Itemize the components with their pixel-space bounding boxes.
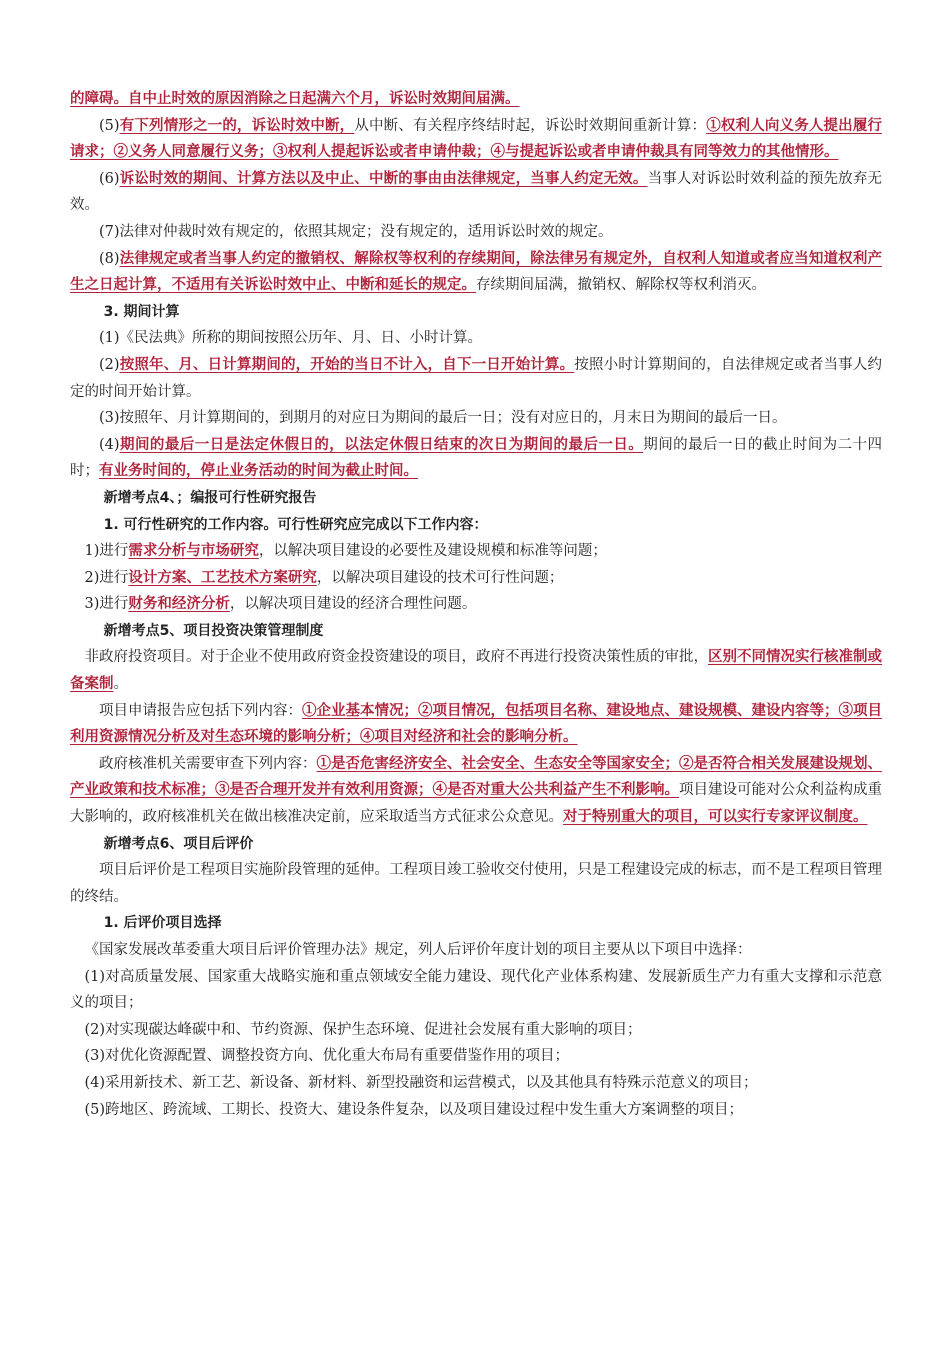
- subheading-project-selection: 1. 后评价项目选择: [103, 915, 222, 932]
- highlight-text: 的障碍。自中止时效的原因消除之日起满六个月，诉讼时效期间届满。: [70, 90, 520, 107]
- list-item-new-technology: [70, 1070, 882, 1097]
- paragraph-text: 项目建设可能对公众利益构成重大影响的，政府核准机关在做出核准决定前，应采取适当方式征求公众意见。: [70, 782, 882, 826]
- list-item-high-quality-development: [70, 964, 882, 1017]
- section-heading-period-calculation: 3. 期间计算: [103, 303, 180, 320]
- highlight-text: 对于特别重大的项目，可以实行专家评议制度。: [563, 808, 868, 826]
- paragraph-limitation-suspension-end: [70, 86, 882, 113]
- paragraph-text: ，以解决项目建设的必要性及建设规模和标准等问题；: [258, 543, 607, 560]
- paragraph-text: 按照小时计算期间的，自法律规定或者当事人约定的时间开始计算。: [70, 356, 882, 400]
- list-item-resource-allocation: [70, 1043, 882, 1070]
- paragraph-approval-review: [70, 751, 882, 831]
- paragraph-text: (6): [99, 170, 120, 187]
- paragraph-text: ，以解决项目建设的技术可行性问题；: [316, 569, 564, 586]
- paragraph-text: 当事人对诉讼时效利益的预先放弃无效。: [70, 170, 882, 214]
- paragraph-text: 非政府投资项目。对于企业不使用政府资金投资建设的项目，政府不再进行投资决策性质的审批，: [84, 649, 708, 666]
- paragraph-text: 1)进行: [84, 543, 129, 560]
- list-item-cross-region: [70, 1097, 882, 1124]
- paragraph-text: 3)进行: [84, 596, 129, 613]
- section-heading-post-evaluation: 新增考点6、项目后评价: [103, 835, 254, 852]
- highlight-text: 设计方案、工艺技术方案研究: [128, 568, 317, 586]
- paragraph-text: 从中断、有关程序终结时起，诉讼时效期间重新计算：: [354, 117, 707, 134]
- paragraph-text: (4): [99, 436, 120, 453]
- paragraph-text: (5)跨地区、跨流域、工期长、投资大、建设条件复杂，以及项目建设过程中发生重大方案调整的项目；: [84, 1101, 744, 1118]
- paragraph-text: (4)采用新技术、新工艺、新设备、新材料、新型投融资和运营模式，以及其他具有特殊示范意义的项目；: [84, 1074, 758, 1091]
- paragraph-period-basis: [70, 325, 882, 352]
- paragraph-text: 。: [113, 676, 128, 693]
- paragraph-holiday-rule: [70, 432, 882, 485]
- paragraph-text: (1)《民法典》所称的期间按照公历年、月、日、小时计算。: [99, 330, 483, 347]
- paragraph-period-start: [70, 352, 882, 405]
- highlight-text: 区别不同情况实行核准制或备案制: [70, 648, 882, 693]
- paragraph-text: 期间的最后一日的截止时间为二十四时；: [70, 436, 882, 480]
- highlight-text: 有下列情形之一的，诉讼时效中断，: [119, 116, 355, 134]
- paragraph-text: (2)对实现碳达峰碳中和、节约资源、保护生态环境、促进社会发展有重大影响的项目；: [84, 1021, 642, 1038]
- paragraph-limitation-statutory: [70, 166, 882, 219]
- paragraph-application-report: [70, 698, 882, 751]
- highlight-text: 按照年、月、日计算期间的，开始的当日不计入，自下一日开始计算。: [119, 355, 575, 373]
- section-heading-feasibility-report: 新增考点4、；编报可行性研究报告: [103, 489, 317, 506]
- paragraph-text: 2)进行: [84, 569, 129, 586]
- highlight-text: 诉讼时效的期间、计算方法以及中止、中断的事由由法律规定，当事人约定无效。: [119, 169, 648, 187]
- paragraph-text: (3)对优化资源配置、调整投资方向、优化重大布局有重要借鉴作用的项目；: [84, 1048, 570, 1065]
- paragraph-text: 政府核准机关需要审查下列内容：: [99, 755, 317, 772]
- paragraph-text: (1)对高质量发展、国家重大战略实施和重点领域安全能力建设、现代化产业体系构建、发展新质生产力有重大支撑和示范意义的项目；: [70, 968, 882, 1012]
- highlight-text: ①是否危害经济安全、社会安全、生态安全等国家安全；②是否符合相关发展建设规划、产业政策和技术标准；③是否合理开发并有效利用资源；④是否对重大公共利益产生不利影响。: [70, 754, 882, 799]
- paragraph-text: (5): [99, 117, 120, 134]
- highlight-text: 需求分析与市场研究: [128, 542, 259, 560]
- paragraph-arbitration-limitation: [70, 219, 882, 246]
- paragraph-text: (8): [99, 250, 120, 267]
- paragraph-text: ，以解决项目建设的经济合理性问题。: [229, 596, 477, 613]
- highlight-text: ①权利人向义务人提出履行请求；②义务人同意履行义务；③权利人提起诉讼或者申请仲裁；④与提起诉讼或者申请仲裁具有同等效力的其他情形。: [70, 116, 883, 161]
- paragraph-text: 项目后评价是工程项目实施阶段管理的延伸。工程项目竣工验收交付使用，只是工程建设完成的标志，而不是工程项目管理的终结。: [70, 862, 882, 905]
- paragraph-text: 《国家发展改革委重大项目后评价管理办法》规定，列人后评价年度计划的项目主要从以下项目中选择：: [84, 942, 752, 958]
- highlight-text: 有业务时间的，停止业务活动的时间为截止时间。: [99, 462, 418, 480]
- paragraph-limitation-interruption: [70, 113, 882, 166]
- list-item-design-scheme: [70, 565, 882, 592]
- document-page: [70, 86, 882, 1123]
- highlight-text: 期间的最后一日是法定休假日的，以法定休假日结束的次日为期间的最后一日。: [119, 435, 644, 453]
- paragraph-text: 项目申请报告应包括下列内容：: [99, 702, 302, 719]
- paragraph-text: (7)法律对仲裁时效有规定的，依照其规定；没有规定的，适用诉讼时效的规定。: [99, 223, 613, 240]
- paragraph-selection-rule: [70, 937, 882, 964]
- section-heading-investment-decision: 新增考点5、项目投资决策管理制度: [103, 622, 324, 639]
- list-item-financial-analysis: [70, 591, 882, 618]
- paragraph-text: 存续期间届满，撤销权、解除权等权利消灭。: [476, 277, 766, 294]
- paragraph-post-evaluation-intro: [70, 857, 882, 910]
- subheading-feasibility-content: 1. 可行性研究的工作内容。可行性研究应完成以下工作内容：: [103, 516, 488, 533]
- paragraph-non-government-investment: [70, 644, 882, 697]
- list-item-demand-analysis: [70, 538, 882, 565]
- highlight-text: 财务和经济分析: [128, 595, 230, 613]
- paragraph-text: (2): [99, 356, 120, 373]
- highlight-text: ①企业基本情况；②项目情况，包括项目名称、建设地点、建设规模、建设内容等；③项目利用资源情况分析及对生态环境的影响分析；④项目对经济和社会的影响分析。: [70, 701, 882, 746]
- paragraph-period-last-day: [70, 405, 882, 432]
- paragraph-text: (3)按照年、月计算期间的，到期月的对应日为期间的最后一日；没有对应日的，月末日为期间的最后一日。: [99, 410, 787, 427]
- highlight-text: 法律规定或者当事人约定的撤销权、解除权等权利的存续期间，除法律另有规定外，自权利人知道或者应当知道权利产生之日起计算，不适用有关诉讼时效中止、中断和延长的规定。: [70, 249, 882, 294]
- paragraph-right-duration: [70, 246, 882, 299]
- list-item-carbon-peak: [70, 1017, 882, 1044]
